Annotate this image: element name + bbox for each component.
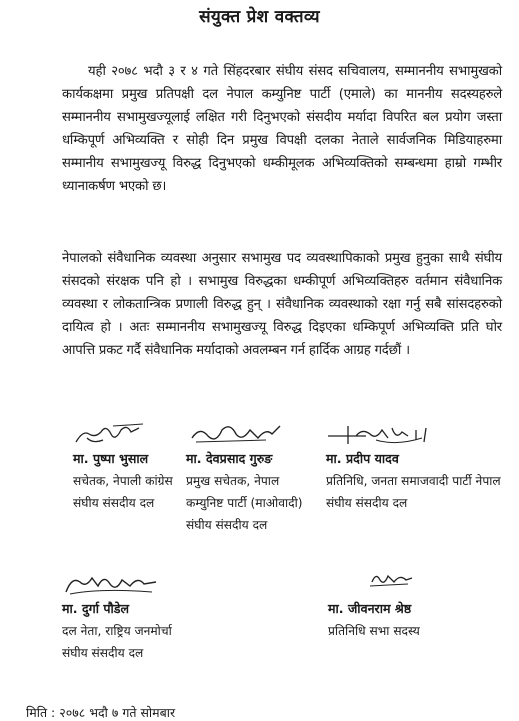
signatory-role: संघीय संसदीय दल — [73, 496, 155, 510]
statement-paragraph-2: नेपालको संवैधानिक व्यवस्था अनुसार सभामुख पद व्यवस्थापिकाको प्रमुख हुनुका साथै संघीय संसदको संरक्षक पनि हो । सभामुख विरुद्धका धम्कीपूर्ण अभिव्यक्तिहरु वर्तमान संवैधानिक व्यवस्था र लोकतान्त्रिक प्रणाली विरुद्ध हुन् । संवैधानिक व्यवस्थाको रक्षा गर्नु सबै सांसदहरुको दायित्व हो । अतः सम्माननीय सभामुखज्यू विरुद्ध दिइएका धम्किपूर्ण अभिव्यक्ति प्रति घोर आपत्ति प्रकट गर्दै संवैधानिक मर्यादाको अवलम्बन गर्न हार्दिक आग्रह गर्दछौं । — [62, 251, 502, 358]
handwritten-signature — [328, 568, 418, 598]
signatory-role: सचेतक, नेपाली कांग्रेस — [73, 474, 173, 488]
signatory-name: मा. जीवनराम श्रेष्ठ — [328, 601, 412, 616]
signatory-role: प्रतिनिधि सभा सदस्य — [328, 624, 420, 638]
signatory-name: मा. दुर्गा पौडेल — [62, 601, 130, 616]
statement-paragraph-1: यही २०७८ भदौ ३ र ४ गते सिंहदरबार संघीय संसद सचिवालय, सम्माननीय सभामुखको कार्यकक्षमा प्रमुख प्रतिपक्षी दल नेपाल कम्युनिष्ट पार्टी (एमाले) का माननीय सदस्यहरुले सम्माननीय सभामुखज्यूलाई लक्षित गरी दिनुभएको संसदीय मर्यादा विपरित बल प्रयोग जस्ता धम्किपूर्ण अभिव्यक्ति र सोही दिन प्रमुख विपक्षी दलका नेताले सार्वजनिक मिडियाहरुमा सम्मानीय सभामुखज्यू विरुद्ध दिनुभएको धम्कीमूलक अभिव्यक्तिको सम्बन्धमा हाम्रो गम्भीर ध्यानाकर्षण भएको छ। — [62, 64, 502, 194]
signatory-block — [326, 420, 516, 514]
signatory-name: मा. प्रदीप यादव — [326, 451, 399, 466]
signatory-block — [328, 568, 508, 642]
signatory-role: दल नेता, राष्ट्रिय जनमोर्चा — [62, 624, 172, 638]
document-title: संयुक्त प्रेश वक्तव्य — [199, 7, 320, 27]
signatory-role: प्रतिनिधि, जनता समाजवादी पार्टी नेपाल — [326, 474, 501, 488]
signatory-block — [62, 568, 262, 664]
handwritten-signature — [73, 420, 153, 448]
document-date: मिति : २०७८ भदौ ७ गते सोमबार — [26, 705, 176, 720]
handwritten-signature — [326, 420, 456, 448]
signatory-name: मा. पुष्पा भुसाल — [73, 451, 149, 466]
signatory-block — [186, 420, 326, 536]
signatory-role: संघीय संसदीय दल — [186, 518, 268, 532]
signatory-role: संघीय संसदीय दल — [326, 496, 408, 510]
handwritten-signature — [186, 420, 286, 448]
signatory-role: संघीय संसदीय दल — [62, 646, 144, 660]
signatory-role: प्रमुख सचेतक, नेपाल — [186, 474, 280, 488]
signatory-role: कम्युनिष्ट पार्टी (माओवादी) — [186, 496, 303, 510]
signatory-name: मा. देवप्रसाद गुरुङ — [186, 451, 273, 466]
handwritten-signature — [62, 568, 162, 598]
